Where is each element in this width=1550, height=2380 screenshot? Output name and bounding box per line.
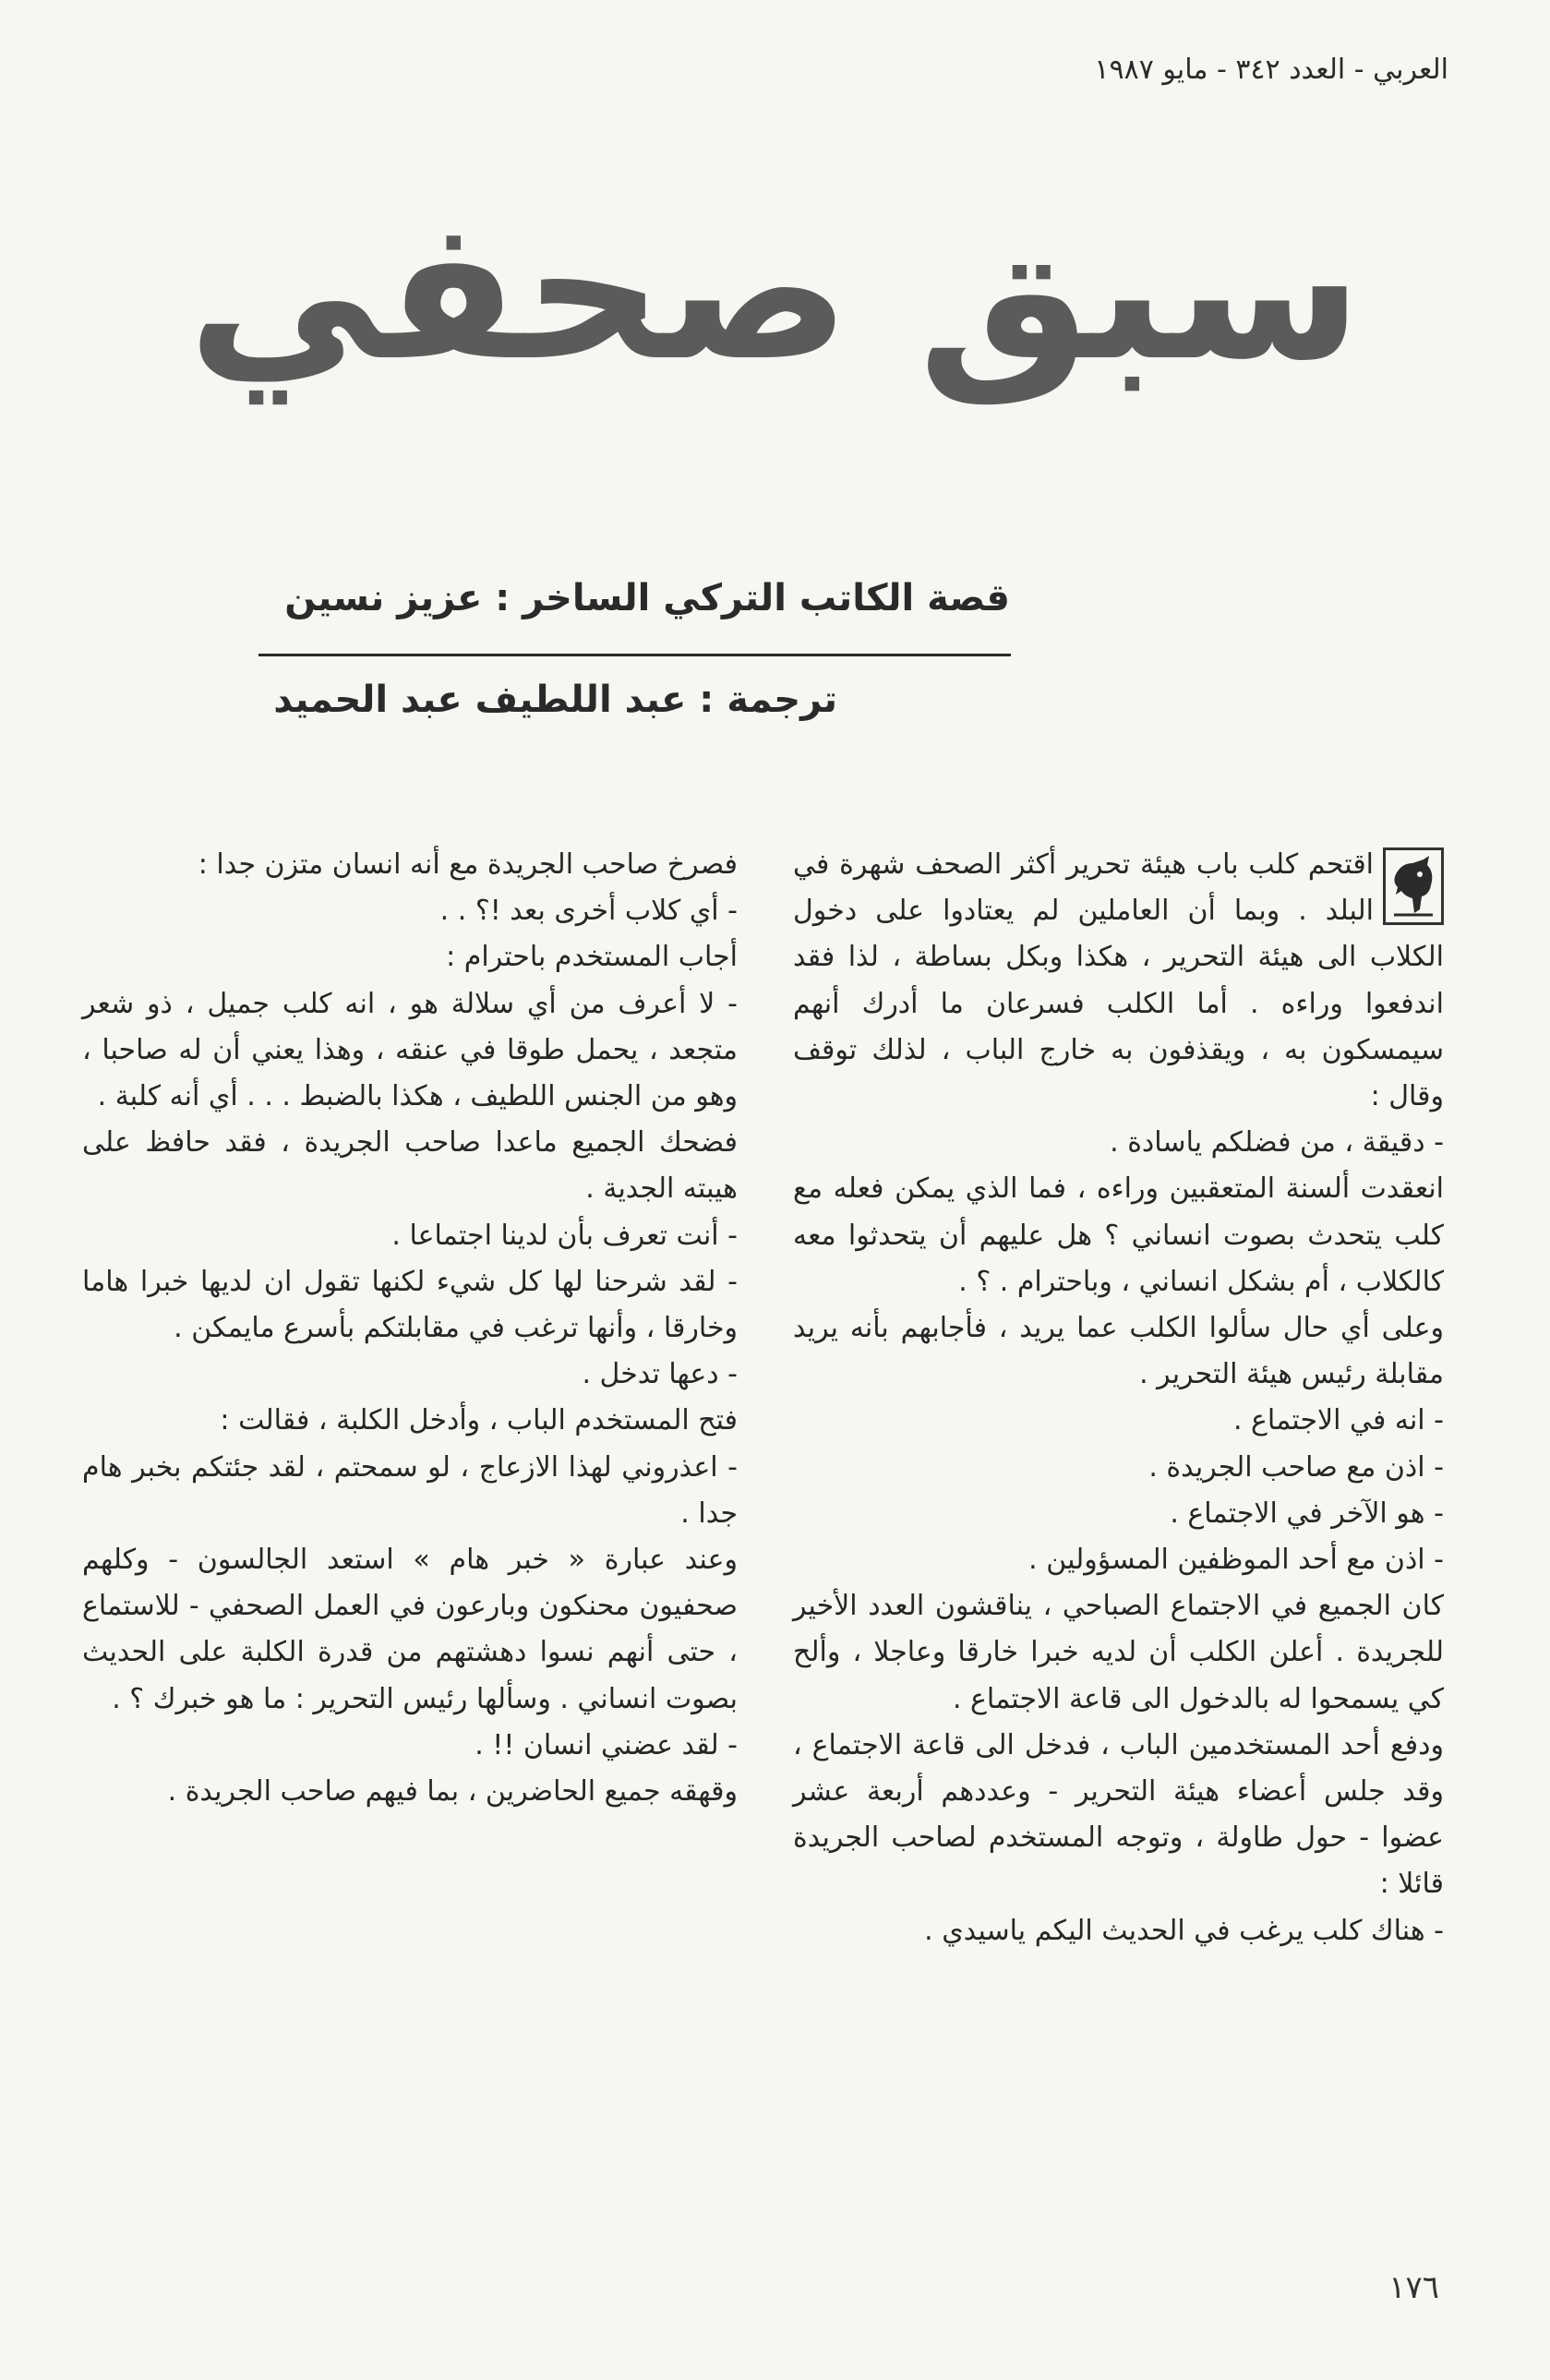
paragraph: - اذن مع أحد الموظفين المسؤولين . — [1028, 1544, 1444, 1577]
paragraph: - اعذروني لهذا الازعاج ، لو سمحتم ، لقد جئتكم بخبر هام جدا . — [82, 1450, 738, 1530]
paragraph: - لقد شرحنا لها كل شيء لكنها تقول ان لديها خبرا هاما وخارقا ، وأنها ترغب في مقابلتكم بأسرع مايمكن . — [82, 1265, 738, 1345]
masthead: العربي - العدد ٣٤٢ - مايو ١٩٨٧ — [1094, 54, 1448, 86]
paragraph: - دعها تدخل . — [582, 1358, 738, 1391]
paragraph: انعقدت ألسنة المتعقبين وراءه ، فما الذي يمكن فعله مع كلب يتحدث بصوت انساني ؟ هل عليهم أن يتحدثوا معه كالكلاب ، أم بشكل انساني ، وباحترام . ؟ . — [793, 1172, 1444, 1298]
paragraph: - اذن مع صاحب الجريدة . — [1148, 1450, 1444, 1484]
paragraph: وعند عبارة « خبر هام » استعد الجالسون - وكلهم صحفيون محنكون وبارعون في العمل الصحفي - للاستماع ، حتى أنهم نسوا دهشتهم من قدرة الكلبة على الحديث بصوت انساني . وسألها رئيس التحرير : ما هو خبرك ؟ . — [82, 1544, 738, 1715]
paragraph: وقهقه جميع الحاضرين ، بما فيهم صاحب الجريدة . — [167, 1775, 738, 1809]
paragraph: - أنت تعرف بأن لدينا اجتماعا . — [391, 1219, 738, 1252]
left-column — [82, 842, 738, 1815]
paragraph: - دقيقة ، من فضلكم ياسادة . — [1110, 1126, 1444, 1160]
paragraph: وعلى أي حال سألوا الكلب عما يريد ، فأجابهم بأنه يريد مقابلة رئيس هيئة التحرير . — [793, 1312, 1444, 1391]
paragraph: - هناك كلب يرغب في الحديث اليكم ياسيدي . — [924, 1914, 1444, 1947]
paragraph: - لا أعرف من أي سلالة هو ، انه كلب جميل ، ذو شعر متجعد ، يحمل طوقا في عنقه ، وهذا يعني أن له صاحبا ، وهو من الجنس اللطيف ، هكذا بالضبط . . . أي أنه كلبة . — [82, 987, 738, 1113]
paragraph: - انه في الاجتماع . — [1232, 1404, 1444, 1437]
paragraph: كان الجميع في الاجتماع الصباحي ، يناقشون العدد الأخير للجريدة . أعلن الكلب أن لديه خبرا خارقا وعاجلا ، وألح كي يسمحوا له بالدخول الى قاعة الاجتماع . — [793, 1590, 1444, 1715]
paragraph: فضحك الجميع ماعدا صاحب الجريدة ، فقد حافظ على هيبته الجدية . — [82, 1126, 738, 1206]
paragraph: أجاب المستخدم باحترام : — [446, 941, 738, 974]
story-subtitle: قصة الكاتب التركي الساخر : عزيز نسين — [284, 577, 1010, 619]
page-number: ١٧٦ — [1388, 2269, 1439, 2306]
subtitle-rule — [258, 654, 1011, 656]
paragraph: - هو الآخر في الاجتماع . — [1170, 1497, 1444, 1530]
paragraph: اقتحم كلب باب هيئة تحرير أكثر الصحف شهرة في البلد . وبما أن العاملين لم يعتادوا على دخول الكلاب الى هيئة التحرير ، هكذا وبكل بساطة ، لذا فقد اندفعوا وراءه . أما الكلب فسرعان ما أدرك أنهم سيمسكون به ، ويقذفون به خارج الباب ، لذلك توقف وقال : — [793, 848, 1444, 1113]
paragraph: فتح المستخدم الباب ، وأدخل الكلبة ، فقالت : — [220, 1404, 738, 1437]
paragraph: - لقد عضني انسان !! . — [475, 1728, 738, 1761]
paragraph: ودفع أحد المستخدمين الباب ، فدخل الى قاعة الاجتماع ، وقد جلس أعضاء هيئة التحرير - وعددهم أربعة عشر عضوا - حول طاولة ، وتوجه المستخدم لصاحب الجريدة قائلا : — [793, 1728, 1444, 1901]
paragraph: فصرخ صاحب الجريدة مع أنه انسان متزن جدا : — [198, 848, 738, 881]
right-column — [793, 842, 1444, 1954]
paragraph: - أي كلاب أخرى بعد !؟ . . — [439, 895, 738, 928]
translator-credit: ترجمة : عبد اللطيف عبد الحميد — [273, 679, 837, 721]
story-title: سبق صحفي — [187, 177, 1363, 403]
dog-head-ornament-icon — [1383, 847, 1444, 925]
